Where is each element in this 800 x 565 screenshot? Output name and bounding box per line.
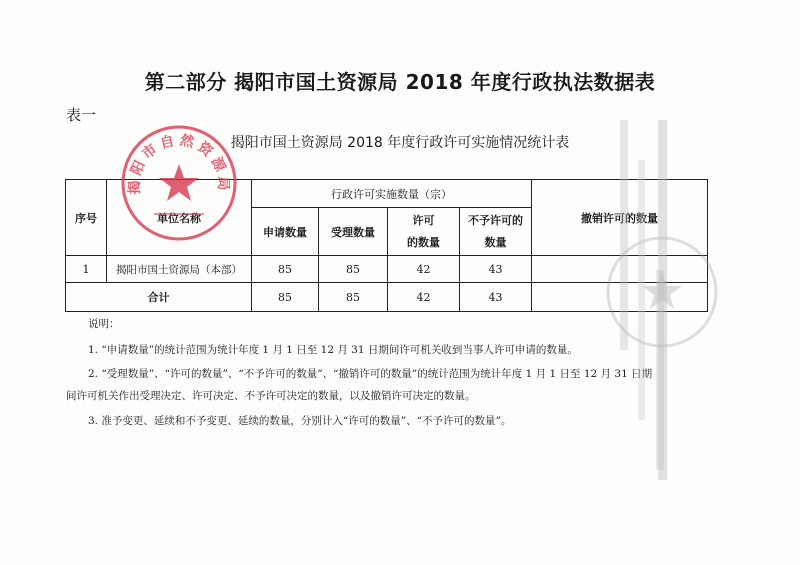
row-applications: 85	[252, 256, 319, 283]
header-applications: 申请数量	[252, 208, 319, 256]
total-label: 合计	[66, 283, 252, 312]
header-permitted-line1: 许可	[412, 213, 435, 227]
seal-text: 揭阳市自然资源局	[126, 132, 232, 195]
header-unit-name: 单位名称	[107, 180, 252, 256]
note-item-3: 3. 准予变更、延续和不予变更、延续的数量，分别计入“许可的数量”、“不予许可的数量”。	[88, 415, 512, 427]
row-not-permitted: 43	[460, 256, 532, 283]
note-item-2: 2. “受理数量”、“许可的数量”、“不予许可的数量”、“撤销许可的数量”的统计范围为统计年度 1 月 1 日至 12 月 31 日期	[88, 368, 653, 380]
document-title: 第二部分 揭阳市国土资源局 2018 年度行政执法数据表	[144, 70, 656, 94]
notes-header: 说明：	[88, 318, 120, 330]
row-permitted: 42	[388, 256, 460, 283]
header-permitted	[388, 208, 460, 256]
header-not-permitted-line2: 数量	[484, 235, 507, 249]
row-unit: 揭阳市国土资源局（本部）	[107, 256, 252, 283]
total-permitted: 42	[388, 283, 460, 312]
total-accepted: 85	[319, 283, 388, 312]
row-accepted: 85	[319, 256, 388, 283]
note-item-2-continued: 间许可机关作出受理决定、许可决定、不予许可决定的数量，以及撤销许可决定的数量。	[66, 390, 476, 402]
total-not-permitted: 43	[460, 283, 532, 312]
header-not-permitted	[460, 208, 532, 256]
row-serial: 1	[66, 256, 107, 283]
row-revoked	[532, 256, 708, 283]
header-accepted: 受理数量	[319, 208, 388, 256]
table-total-row	[66, 283, 708, 312]
statistics-table	[65, 179, 708, 312]
header-serial: 序号	[66, 180, 107, 256]
total-revoked	[532, 283, 708, 312]
table-subtitle: 揭阳市国土资源局 2018 年度行政许可实施情况统计表	[230, 135, 570, 151]
table-header-row	[66, 180, 708, 208]
header-permitted-line2: 的数量	[407, 235, 440, 249]
header-revoked: 撤销许可的数量	[532, 180, 708, 256]
header-permit-group: 行政许可实施数量（宗）	[252, 180, 532, 208]
total-applications: 85	[252, 283, 319, 312]
table-label: 表一	[66, 106, 97, 124]
table-row	[66, 256, 708, 283]
header-not-permitted-line1: 不予许可的	[468, 213, 523, 227]
note-item-1: 1. “申请数量”的统计范围为统计年度 1 月 1 日至 12 月 31 日期间许可机关收到当事人许可申请的数量。	[88, 344, 578, 356]
